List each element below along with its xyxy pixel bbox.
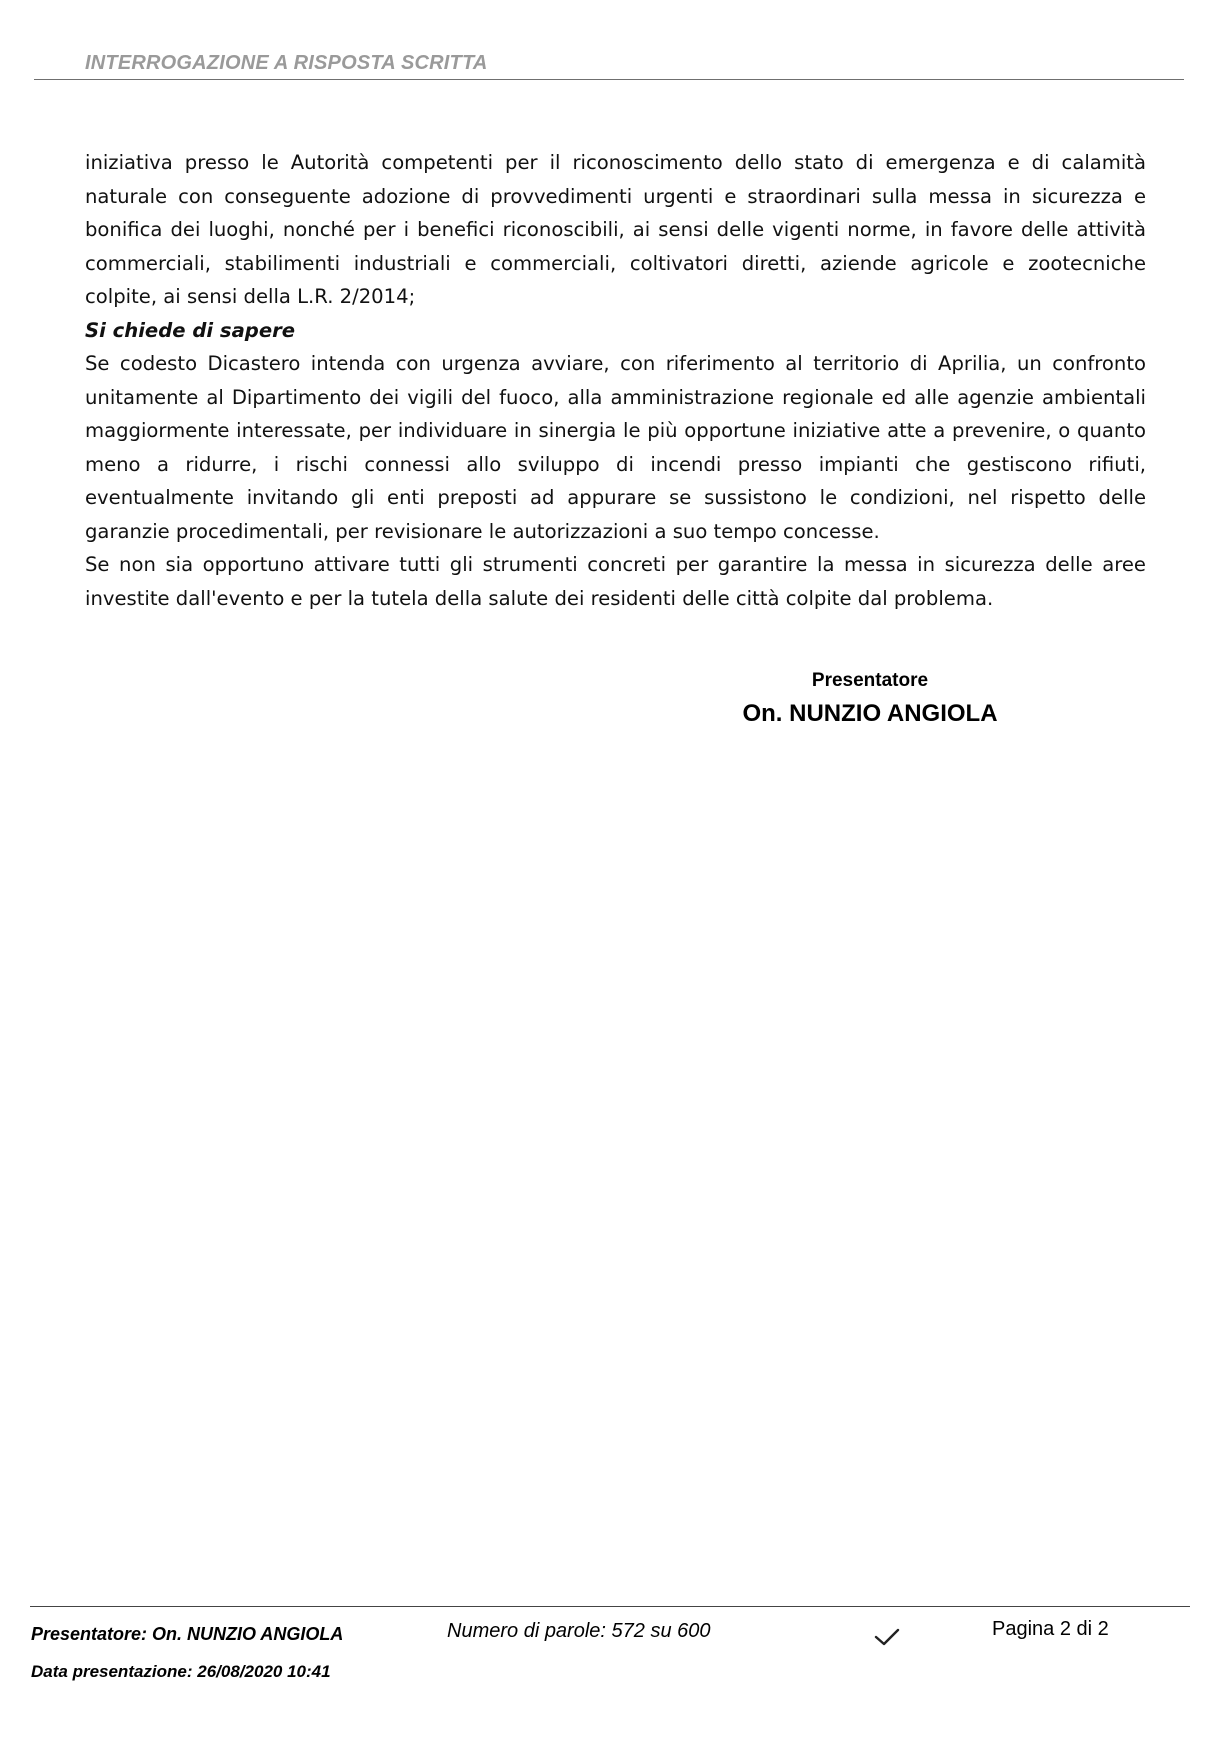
- body-paragraph-question-1: Se codesto Dicastero intenda con urgenza avviare, con riferimento al territorio di Aprilia, un confronto unitamente al Dipartimento dei vigili del fuoco, alla amministrazione regionale ed alle agenzie ambientali maggiormente interessate, per individuare in sinergia le più opportune iniziative atte a prevenire, o quanto meno a ridurre, i rischi connessi allo sviluppo di incendi presso impianti che gestiscono rifiuti, eventualmente invitando gli enti preposti ad appurare se sussistono le condizioni, nel rispetto delle garanzie procedimentali, per revisionare le autorizzazioni a suo tempo concesse.: [85, 352, 1146, 543]
- signature-role: Presentatore: [811, 670, 929, 691]
- footer-page-number: Pagina 2 di 2: [992, 1618, 1109, 1640]
- footer-divider: [30, 1606, 1190, 1607]
- footer-date: Data presentazione: 26/08/2020 10:41: [31, 1662, 331, 1681]
- body-paragraph-premise: iniziativa presso le Autorità competenti per il riconoscimento dello stato di emergenza e di calamità naturale con conseguente adozione di provvedimenti urgenti e straordinari sulla messa in sicurezza e bonifica dei luoghi, nonché per i benefici riconoscibili, ai sensi delle vigenti norme, in favore delle attività commerciali, stabilimenti industriali e commerciali, coltivatori diretti, aziende agricole e zootecniche colpite, ai sensi della L.R. 2/2014;: [85, 151, 1146, 308]
- section-heading: Si chiede di sapere: [85, 318, 296, 342]
- footer-presenter: Presentatore: On. NUNZIO ANGIOLA: [31, 1624, 344, 1644]
- signature-name: On. NUNZIO ANGIOLA: [742, 700, 998, 727]
- checkmark-icon: [873, 1626, 901, 1648]
- document-header-title: INTERROGAZIONE A RISPOSTA SCRITTA: [85, 52, 488, 74]
- body-paragraph-question-2: Se non sia opportuno attivare tutti gli strumenti concreti per garantire la messa in sicurezza delle aree investite dall'evento e per la tutela della salute dei residenti delle città colpite dal problema.: [85, 553, 1146, 610]
- footer-word-count: Numero di parole: 572 su 600: [447, 1620, 711, 1642]
- header-divider: [34, 79, 1184, 80]
- document-body: [85, 146, 1146, 615]
